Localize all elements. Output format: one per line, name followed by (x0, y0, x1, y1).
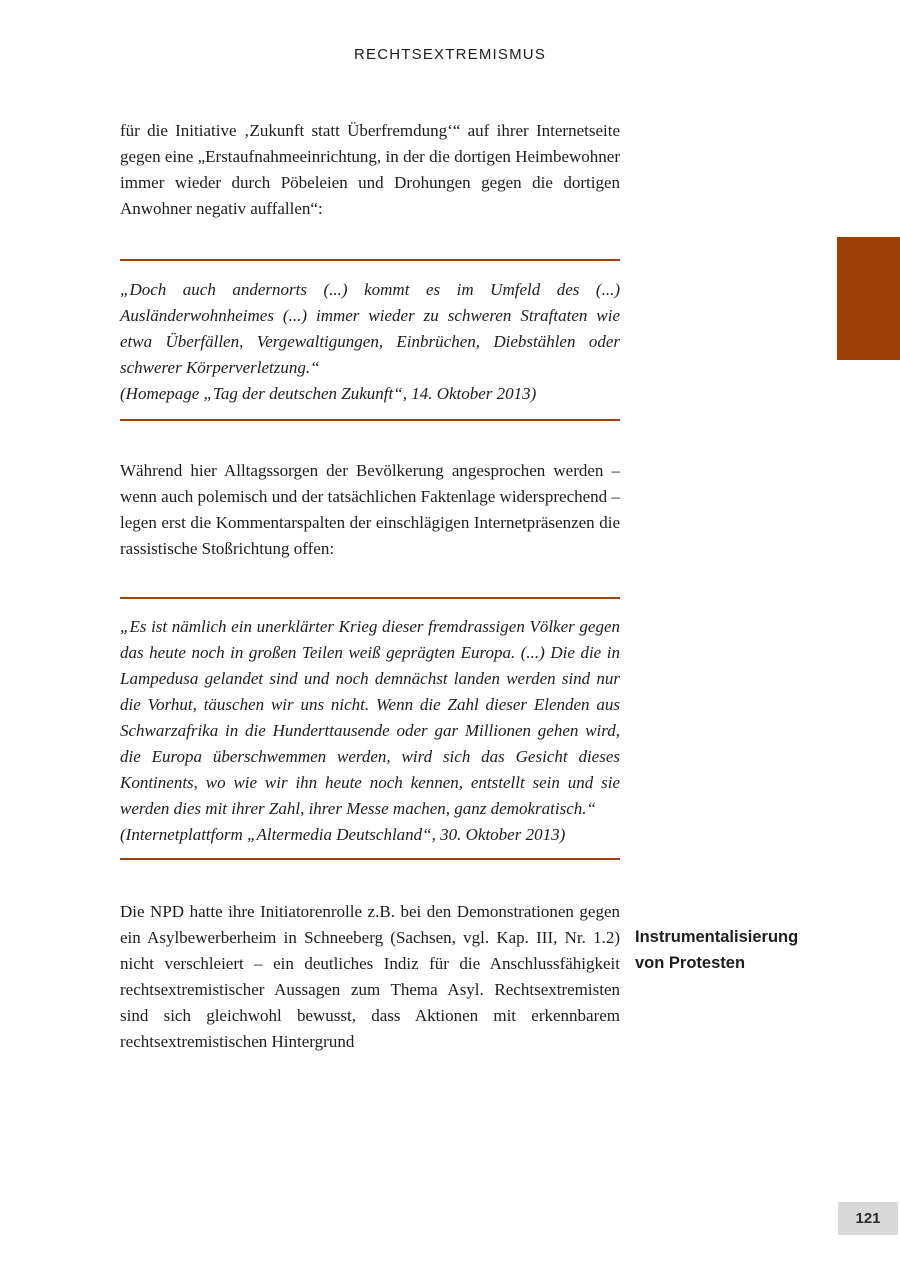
body-paragraph-2: Während hier Alltagssorgen der Bevölkerung angesprochen werden – wenn auch polemisch und der tatsächlichen Faktenlage widersprechend – legen erst die Kommentarspalten der einschlägigen Internetpräsenzen die rassistische Stoßrichtung offen: (120, 461, 620, 558)
margin-note: Instrumentalisierung von Protesten (635, 928, 799, 972)
page-number-badge (838, 1202, 898, 1235)
chapter-tab-marker (837, 237, 900, 360)
quote-1-text: „Doch auch andernorts (...) kommt es im Umfeld des (...) Ausländerwohnheimes (...) immer wieder zu schweren Straftaten wie etwa Überfällen, Vergewaltigungen, Einbrüchen, Diebstählen oder schwerer Körperverletzung.“ (120, 280, 620, 377)
page-number: 121 (855, 1210, 881, 1227)
running-head: RECHTSEXTREMISMUS (353, 46, 547, 63)
quote-2-text: „Es ist nämlich ein unerklärter Krieg dieser fremdrassigen Völker gegen das heute noch in großen Teilen weiß geprägten Europa. (...) Die die in Lampedusa gelandet sind und noch demnächst landen werden sind nur die Vorhut, täuschen wir uns nicht. Wenn die Zahl dieser Elenden aus Schwarzafrika in die Hunderttausende oder gar Millionen gehen wird, die Europa überschwemmen werden, wird sich das Gesicht dieses Kontinents, wo wie wir ihn heute noch kennen, entstellt sein und sie werden dies mit ihrer Zahl, ihrer Messe machen, ganz demokratisch.“ (120, 617, 620, 818)
main-text-column (120, 118, 620, 1055)
quote-1-top-rule (120, 259, 620, 261)
quote-2-source: (Internetplattform „Altermedia Deutschland“, 30. Oktober 2013) (120, 825, 566, 844)
quote-2-bottom-rule (120, 858, 620, 860)
quote-1-source: (Homepage „Tag der deutschen Zukunft“, 14. Oktober 2013) (120, 384, 537, 403)
quote-1-bottom-rule (120, 419, 620, 421)
body-paragraph-3: Die NPD hatte ihre Initiatorenrolle z.B. bei den Demonstrationen gegen ein Asylbewerberheim in Schneeberg (Sachsen, vgl. Kap. III, Nr. 1.2) nicht verschleiert – ein deutliches Indiz für die Anschlussfähigkeit rechtsextremistischer Aussagen zum Thema Asyl. Rechtsextremisten sind sich gleichwohl bewusst, dass Aktionen mit erkennbarem rechtsextremistischen Hintergrund (120, 902, 620, 1051)
body-paragraph-1: für die Initiative ‚Zukunft statt Überfremdung‘“ auf ihrer Internetseite gegen eine „Erstaufnahmeeinrichtung, in der die dortigen Heimbewohner immer wieder durch Pöbeleien und Drohungen gegen die dortigen Anwohner negativ auffallen“: (120, 121, 620, 218)
quote-2-top-rule (120, 597, 620, 599)
